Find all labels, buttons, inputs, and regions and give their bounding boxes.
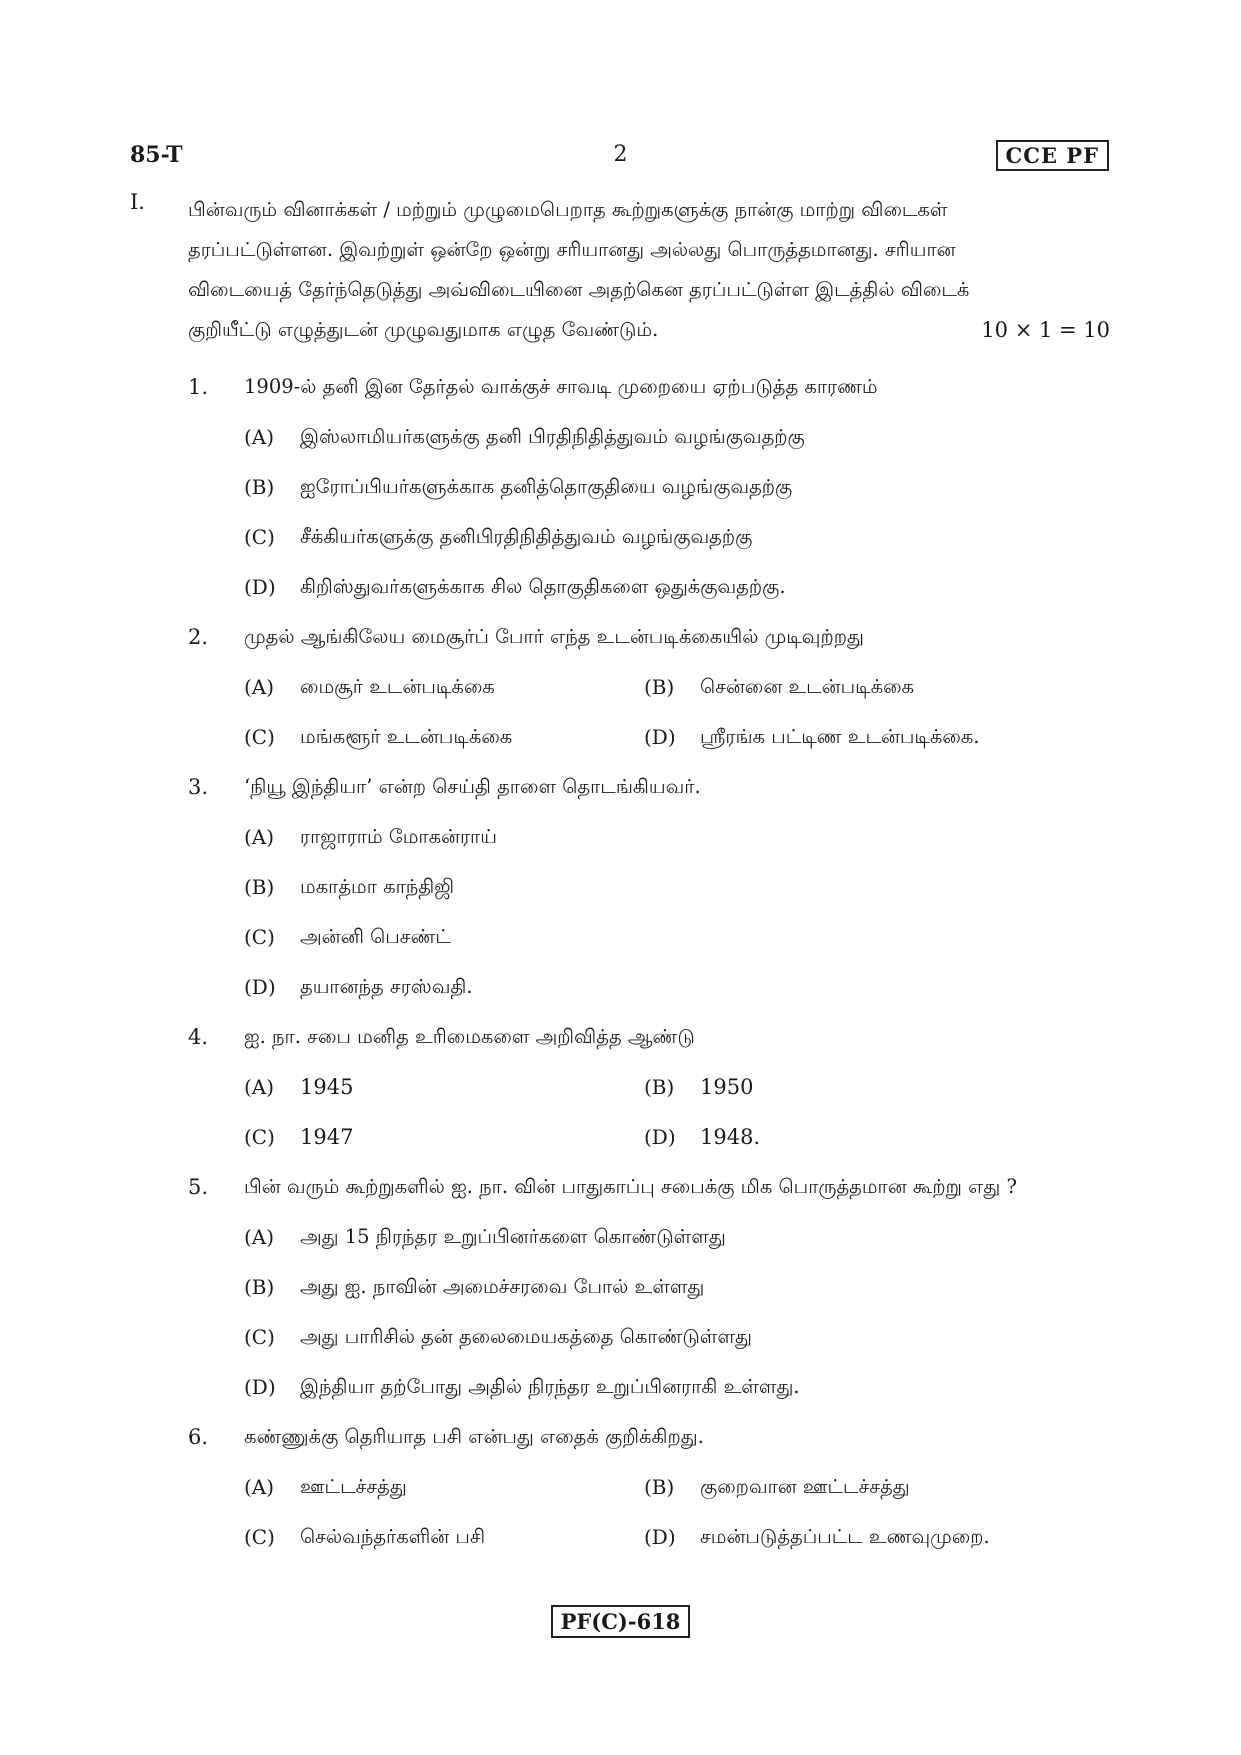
options-5 [244, 1224, 1110, 1400]
option-text: அது பாரிசில் தன் தலைமையகத்தை கொண்டுள்ளது [300, 1325, 752, 1348]
question-6 [188, 1424, 1110, 1450]
question-text: கண்ணுக்கு தெரியாத பசி என்பது எதைக் குறிக்கிறது. [244, 1425, 704, 1448]
instruction-line: பின்வரும் வினாக்கள் / மற்றும் முழுமைபெறாத கூற்றுகளுக்கு நான்கு மாற்று விடைகள் [188, 198, 948, 221]
option [244, 1124, 644, 1150]
option-label: (A) [244, 425, 275, 449]
option-label: (D) [244, 975, 276, 999]
option [244, 724, 644, 750]
option-label: (A) [244, 1075, 275, 1099]
question-text: முதல் ஆங்கிலேய மைசூர்ப் போர் எந்த உடன்படிக்கையில் முடிவுற்றது [244, 625, 864, 648]
option [244, 1224, 726, 1250]
option-label: (A) [244, 1225, 275, 1249]
option-text: மைசூர் உடன்படிக்கை [300, 675, 495, 698]
option-label: (A) [244, 825, 275, 849]
page-number: 2 [613, 142, 628, 167]
option-label: (D) [244, 575, 276, 599]
option [244, 924, 451, 950]
option [244, 1074, 644, 1100]
question-number: 5. [188, 1175, 209, 1199]
options-1 [244, 424, 1110, 600]
option-text: 1945 [300, 1075, 354, 1099]
option [244, 1524, 644, 1550]
option [244, 1324, 752, 1350]
option [244, 474, 792, 500]
option-label: (D) [244, 1375, 276, 1399]
option [244, 1274, 704, 1300]
option-label: (C) [244, 925, 275, 949]
footer-code: PF(C)-618 [551, 1605, 691, 1638]
option-text: தயானந்த சரஸ்வதி. [300, 975, 473, 998]
question-number: 3. [188, 775, 209, 799]
option-label: (D) [644, 725, 676, 749]
page-footer [0, 1605, 1241, 1638]
page-header [0, 142, 1241, 178]
question-number: 6. [188, 1425, 209, 1449]
option [644, 1474, 1044, 1500]
option-text: இந்தியா தற்போது அதில் நிரந்தர உறுப்பினராகி உள்ளது. [300, 1375, 800, 1398]
question-number: 2. [188, 625, 209, 649]
option [644, 1074, 1044, 1100]
question-text: ஐ. நா. சபை மனித உரிமைகளை அறிவித்த ஆண்டு [244, 1025, 695, 1048]
option [244, 824, 497, 850]
option-label: (C) [244, 525, 275, 549]
option-text: 1947 [300, 1125, 354, 1149]
option-label: (D) [644, 1525, 676, 1549]
option [244, 1374, 800, 1400]
option [244, 974, 473, 1000]
instruction-line: குறியீட்டு எழுத்துடன் முழுவதுமாக எழுத வேண்டும். [188, 318, 659, 341]
option-label: (B) [244, 475, 275, 499]
option-text: அது ஐ. நாவின் அமைச்சரவை போல் உள்ளது [300, 1275, 705, 1298]
option-text: செல்வந்தர்களின் பசி [300, 1525, 486, 1548]
option-label: (A) [244, 1475, 275, 1499]
option-text: குறைவான ஊட்டச்சத்து [700, 1475, 910, 1498]
option-label: (C) [244, 1525, 275, 1549]
option [244, 524, 752, 550]
option-label: (B) [644, 1075, 675, 1099]
option-text: சென்னை உடன்படிக்கை [700, 675, 914, 698]
option-text: மகாத்மா காந்திஜி [300, 875, 455, 898]
instruction-last-line [188, 310, 1110, 350]
option-text: மங்களூர் உடன்படிக்கை [300, 725, 513, 748]
marks-allocation: 10 × 1 = 10 [981, 318, 1110, 342]
paper-code: 85-T [130, 142, 183, 168]
option-text: இஸ்லாமியர்களுக்கு தனி பிரதிநிதித்துவம் வழங்குவதற்கு [300, 425, 805, 448]
question-3 [188, 774, 1110, 800]
option-text: அது 15 நிரந்தர உறுப்பினர்களை கொண்டுள்ளது [300, 1225, 726, 1248]
option [644, 674, 1044, 700]
option-text: 1950 [700, 1075, 754, 1099]
option-text: ஸ்ரீரங்க பட்டிண உடன்படிக்கை. [700, 725, 980, 748]
section-one [130, 190, 1110, 1550]
option-text: அன்னி பெசண்ட் [300, 925, 451, 948]
option-text: சமன்படுத்தப்பட்ட உணவுமுறை. [700, 1525, 990, 1548]
exam-box-code: CCE PF [996, 140, 1109, 171]
option-text: 1948. [700, 1125, 761, 1149]
option-text: ஐரோப்பியர்களுக்காக தனித்தொகுதியை வழங்குவதற்கு [300, 475, 793, 498]
option-text: சீக்கியர்களுக்கு தனிபிரதிநிதித்துவம் வழங்குவதற்கு [300, 525, 753, 548]
options-6 [244, 1474, 1110, 1550]
option [244, 674, 644, 700]
options-2 [244, 674, 1110, 750]
question-4 [188, 1024, 1110, 1050]
option-label: (C) [244, 1325, 275, 1349]
option-label: (C) [244, 725, 275, 749]
question-5 [188, 1174, 1110, 1200]
option-label: (A) [244, 675, 275, 699]
question-text: பின் வரும் கூற்றுகளில் ஐ. நா. வின் பாதுகாப்பு சபைக்கு மிக பொருத்தமான கூற்று எது ? [244, 1175, 1017, 1198]
option [244, 574, 786, 600]
instruction-line: தரப்பட்டுள்ளன. இவற்றுள் ஒன்றே ஒன்று சரியானது அல்லது பொருத்தமானது. சரியான [188, 238, 956, 261]
option [644, 724, 1044, 750]
question-list [188, 374, 1110, 1550]
option-label: (B) [244, 1275, 275, 1299]
option [644, 1124, 1044, 1150]
option-label: (D) [644, 1125, 676, 1149]
option-label: (C) [244, 1125, 275, 1149]
section-instructions [188, 190, 1110, 350]
question-1 [188, 374, 1110, 400]
question-number: 4. [188, 1025, 209, 1049]
question-text: ‘நியூ இந்தியா’ என்ற செய்தி தாளை தொடங்கியவர். [244, 775, 701, 798]
options-4 [244, 1074, 1110, 1150]
option [244, 874, 454, 900]
section-number: I. [130, 190, 145, 214]
option-text: கிறிஸ்துவர்களுக்காக சில தொகுதிகளை ஒதுக்குவதற்கு. [300, 575, 786, 598]
option-label: (B) [644, 1475, 675, 1499]
question-number: 1. [188, 375, 209, 399]
question-2 [188, 624, 1110, 650]
option-text: ராஜாராம் மோகன்ராய் [300, 825, 497, 848]
option [244, 424, 805, 450]
instruction-line: விடையைத் தேர்ந்தெடுத்து அவ்விடையினை அதற்கென தரப்பட்டுள்ள இடத்தில் விடைக் [188, 278, 970, 301]
option [644, 1524, 1044, 1550]
option [244, 1474, 644, 1500]
option-text: ஊட்டச்சத்து [300, 1475, 407, 1498]
option-label: (B) [244, 875, 275, 899]
question-text: 1909-ல் தனி இன தேர்தல் வாக்குச் சாவடி முறையை ஏற்படுத்த காரணம் [244, 375, 878, 398]
options-3 [244, 824, 1110, 1000]
option-label: (B) [644, 675, 675, 699]
